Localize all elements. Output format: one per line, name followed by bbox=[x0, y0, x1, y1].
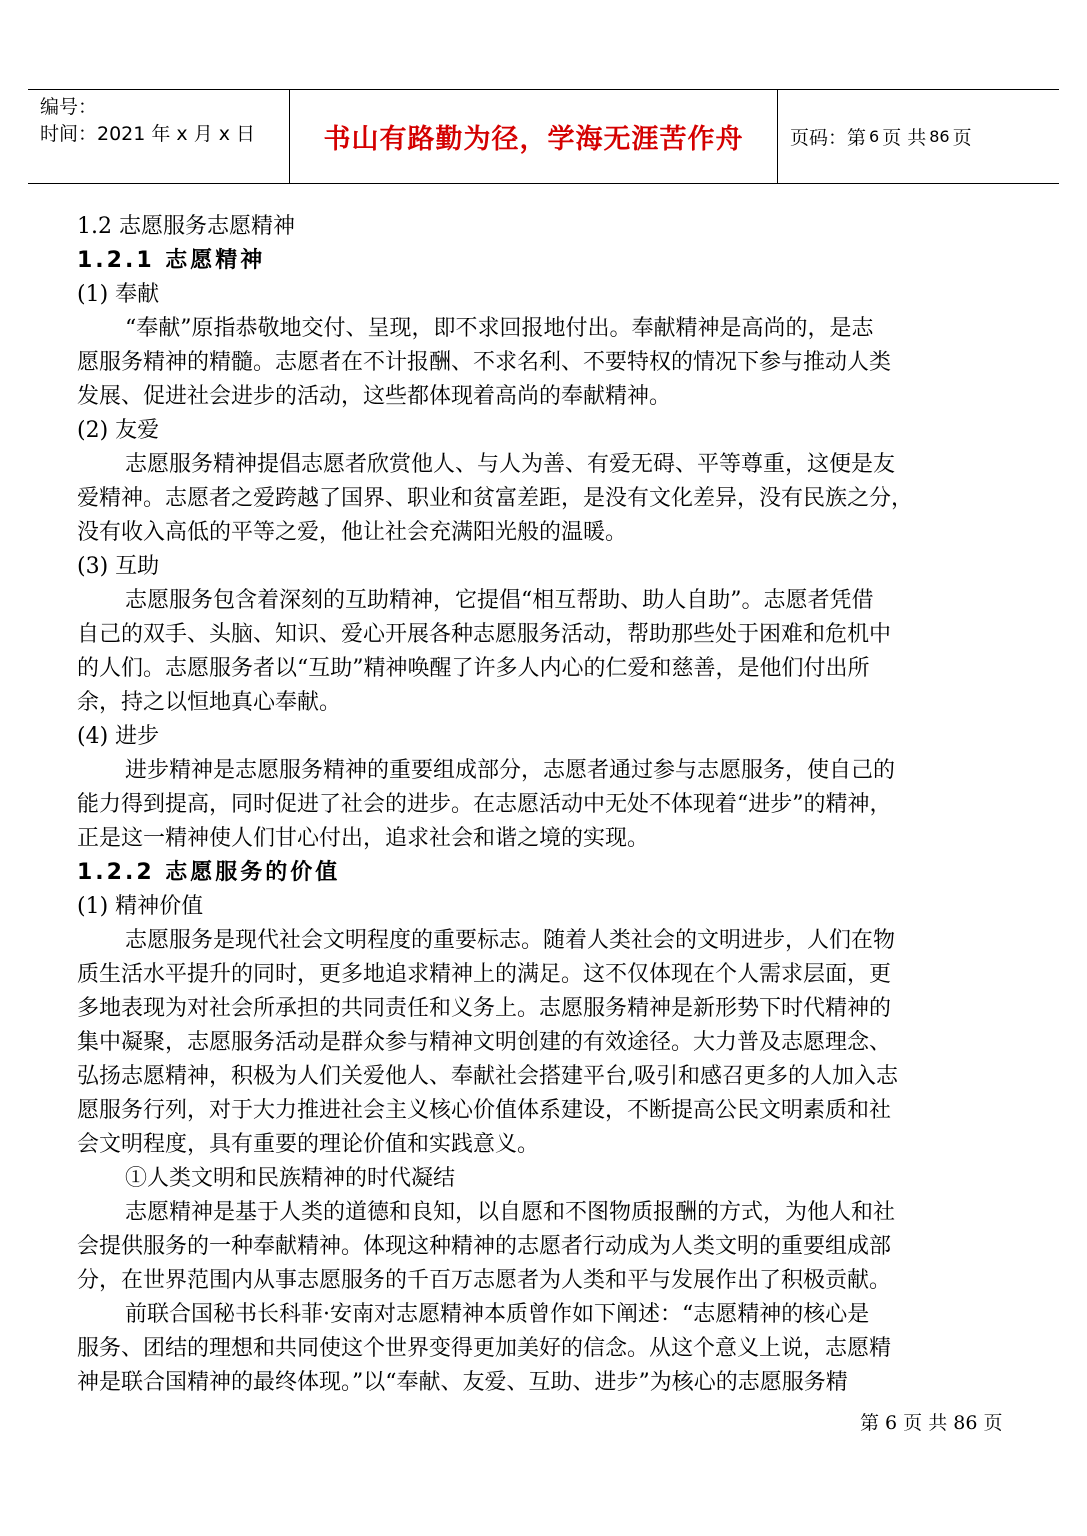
page-current: 6 bbox=[869, 127, 880, 146]
text-line: 弘扬志愿精神，积极为人们关爱他人、奉献社会搭建平台,吸引和感召更多的人加入志 bbox=[77, 1064, 898, 1089]
text-line: 的人们。志愿服务者以“互助”精神唤醒了许多人内心的仁爱和慈善，是他们付出所 bbox=[77, 656, 870, 681]
text-line: (1) 奉献 bbox=[77, 282, 160, 307]
page-suffix: 页 bbox=[952, 127, 972, 149]
text-line: 爱精神。志愿者之爱跨越了国界、职业和贫富差距，是没有文化差异，没有民族之分， bbox=[77, 486, 914, 511]
page-header bbox=[28, 89, 1059, 184]
text-line: 余，持之以恒地真心奉献。 bbox=[77, 690, 342, 715]
text-line: 会文明程度，具有重要的理论价值和实践意义。 bbox=[77, 1132, 540, 1157]
text-line: 自己的双手、头脑、知识、爱心开展各种志愿服务活动，帮助那些处于困难和危机中 bbox=[77, 622, 892, 647]
text-line: 正是这一精神使人们甘心付出，追求社会和谐之境的实现。 bbox=[77, 826, 650, 851]
page-mid: 页 共 bbox=[882, 127, 927, 149]
text-line: 神是联合国精神的最终体现。”以“奉献、友爱、互助、进步”为核心的志愿服务精 bbox=[77, 1370, 848, 1395]
text-line: 发展、促进社会进步的活动，这些都体现着高尚的奉献精神。 bbox=[77, 384, 672, 409]
text-line: 1.2 志愿服务志愿精神 bbox=[77, 214, 295, 239]
text-line: 能力得到提高，同时促进了社会的进步。在志愿活动中无处不体现着“进步”的精神， bbox=[77, 792, 892, 817]
page-total: 86 bbox=[929, 127, 950, 146]
text-line: ①人类文明和民族精神的时代凝结 bbox=[125, 1166, 456, 1191]
text-line: 会提供服务的一种奉献精神。体现这种精神的志愿者行动成为人类文明的重要组成部 bbox=[77, 1234, 892, 1259]
serial-label: 编号： bbox=[40, 96, 98, 118]
document-body bbox=[77, 210, 1037, 1400]
header-page-number bbox=[778, 90, 1059, 183]
text-line: (2) 友爱 bbox=[77, 418, 160, 443]
text-line: (4) 进步 bbox=[77, 724, 160, 749]
text-line: 志愿精神是基于人类的道德和良知，以自愿和不图物质报酬的方式，为他人和社 bbox=[125, 1200, 896, 1225]
text-line: “奉献”原指恭敬地交付、呈现，即不求回报地付出。奉献精神是高尚的，是志 bbox=[125, 316, 874, 341]
time-label: 时间：2021 年 x 月 x 日 bbox=[40, 123, 256, 145]
text-line: 志愿服务是现代社会文明程度的重要标志。随着人类社会的文明进步，人们在物 bbox=[125, 928, 896, 953]
text-line: 愿服务精神的精髓。志愿者在不计报酬、不求名利、不要特权的情况下参与推动人类 bbox=[77, 350, 892, 375]
header-meta bbox=[28, 90, 290, 183]
text-line: 没有收入高低的平等之爱，他让社会充满阳光般的温暖。 bbox=[77, 520, 628, 545]
text-line: 进步精神是志愿服务精神的重要组成部分，志愿者通过参与志愿服务，使自己的 bbox=[125, 758, 896, 783]
text-line: 服务、团结的理想和共同使这个世界变得更加美好的信念。从这个意义上说，志愿精 bbox=[77, 1336, 892, 1361]
page-footer: 第 6 页 共 86 页 bbox=[860, 1412, 1003, 1434]
header-motto-cell bbox=[290, 90, 778, 183]
text-line: 分，在世界范围内从事志愿服务的千百万志愿者为人类和平与发展作出了积极贡献。 bbox=[77, 1268, 892, 1293]
text-line: (1) 精神价值 bbox=[77, 894, 204, 919]
text-line: 志愿服务精神提倡志愿者欣赏他人、与人为善、有爱无碍、平等尊重，这便是友 bbox=[125, 452, 896, 477]
section-heading: 1.2.2 志愿服务的价值 bbox=[77, 860, 341, 885]
text-line: 志愿服务包含着深刻的互助精神，它提倡“相互帮助、助人自助”。志愿者凭借 bbox=[125, 588, 874, 613]
text-line: (3) 互助 bbox=[77, 554, 160, 579]
text-line: 多地表现为对社会所承担的共同责任和义务上。志愿服务精神是新形势下时代精神的 bbox=[77, 996, 892, 1021]
text-line: 质生活水平提升的同时，更多地追求精神上的满足。这不仅体现在个人需求层面，更 bbox=[77, 962, 892, 987]
section-heading: 1.2.1 志愿精神 bbox=[77, 248, 266, 273]
motto-text: 书山有路勤为径，学海无涯苦作舟 bbox=[323, 124, 744, 155]
page-prefix: 页码：第 bbox=[790, 127, 867, 149]
text-line: 愿服务行列，对于大力推进社会主义核心价值体系建设，不断提高公民文明素质和社 bbox=[77, 1098, 892, 1123]
text-line: 前联合国秘书长科菲·安南对志愿精神本质曾作如下阐述：“志愿精神的核心是 bbox=[125, 1302, 870, 1327]
text-line: 集中凝聚，志愿服务活动是群众参与精神文明创建的有效途径。大力普及志愿理念、 bbox=[77, 1030, 892, 1055]
